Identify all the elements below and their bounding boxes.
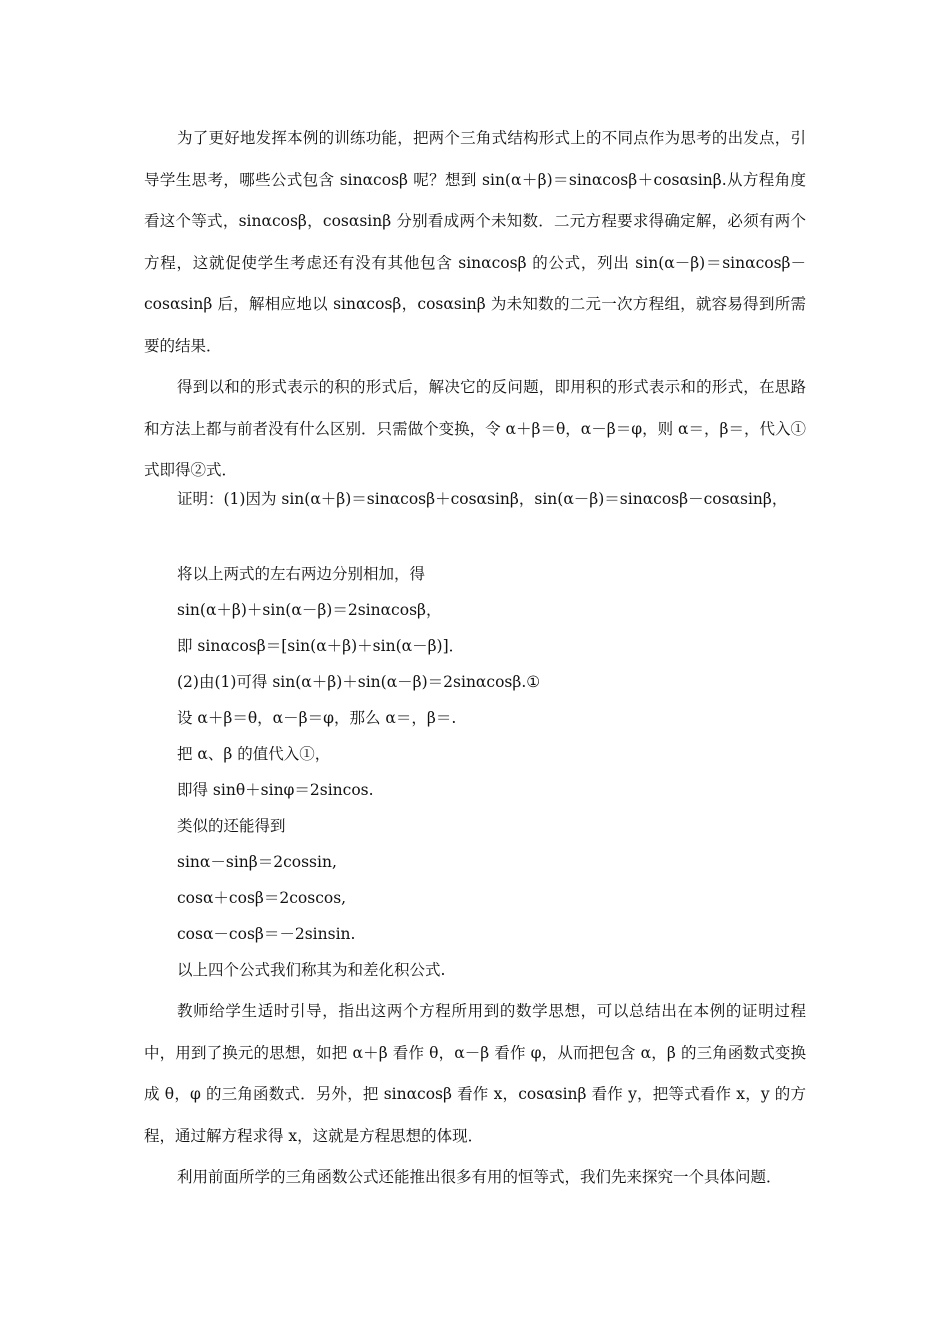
formula-summary: 以上四个公式我们称其为和差化积公式. bbox=[177, 961, 446, 979]
paragraph-explore: 利用前面所学的三角函数公式还能推出很多有用的恒等式，我们先来探究一个具体问题． bbox=[177, 1168, 782, 1186]
paragraph-proof-start: 证明：(1)因为 sin(α＋β)＝sinαcosβ＋cosαsinβ，sin(α－β)＝sinαcosβ－cosαsinβ， bbox=[177, 490, 788, 508]
proof-line-result: 即得 sinθ＋sinφ＝2sincos. bbox=[177, 781, 374, 799]
paragraph-teacher-guidance: 教师给学生适时引导，指出这两个方程所用到的数学思想，可以总结出在本例的证明过程中，用到了换元的思想，如把 α＋β 看作 θ，α－β 看作 φ，从而把包含 α，β 的三角函数式变换成 θ，φ 的三角函数式．另外，把 sinαcosβ 看作 x，cosαsinβ 看作 y，把等式看作 x，y 的方程，通过解方程求得 x，这就是方程思想的体现． bbox=[144, 1002, 806, 1145]
paragraph-inverse-problem: 得到以和的形式表示的积的形式后，解决它的反问题，即用积的形式表示和的形式，在思路和方法上都与前者没有什么区别．只需做个变换，令 α＋β＝θ，α－β＝φ，则 α＝，β＝，代入①式即得②式． bbox=[144, 378, 806, 479]
proof-line-add: 将以上两式的左右两边分别相加，得 bbox=[177, 565, 426, 583]
proof-line-product: 即 sinαcosβ＝[sin(α＋β)＋sin(α－β)]． bbox=[177, 637, 465, 655]
proof-line-part2: (2)由(1)可得 sin(α＋β)＋sin(α－β)＝2sinαcosβ.① bbox=[177, 673, 541, 691]
formula-sin-diff: sinα－sinβ＝2cossin, bbox=[177, 853, 337, 871]
proof-line-similar: 类似的还能得到 bbox=[177, 817, 286, 835]
proof-line-plug-in: 把 α、β 的值代入①， bbox=[177, 745, 331, 763]
proof-line-sum: sin(α＋β)＋sin(α－β)＝2sinαcosβ， bbox=[177, 601, 442, 619]
paragraph-training-function: 为了更好地发挥本例的训练功能，把两个三角式结构形式上的不同点作为思考的出发点，引导学生思考，哪些公式包含 sinαcosβ 呢？想到 sin(α＋β)＝sinαcosβ＋cosαsinβ.从方程角度看这个等式，sinαcosβ，cosαsinβ 分别看成两个未知数．二元方程要求得确定解，必须有两个方程，这就促使学生考虑还有没有其他包含 sinαcosβ 的公式，列出 sin(α－β)＝sinαcosβ－cosαsinβ 后，解相应地以 sinαcosβ，cosαsinβ 为未知数的二元一次方程组，就容易得到所需要的结果． bbox=[144, 129, 806, 355]
formula-cos-diff: cosα－cosβ＝－2sinsin. bbox=[177, 925, 356, 943]
proof-line-substitute: 设 α＋β＝θ，α－β＝φ，那么 α＝，β＝. bbox=[177, 709, 457, 727]
formula-cos-sum: cosα＋cosβ＝2coscos, bbox=[177, 889, 347, 907]
